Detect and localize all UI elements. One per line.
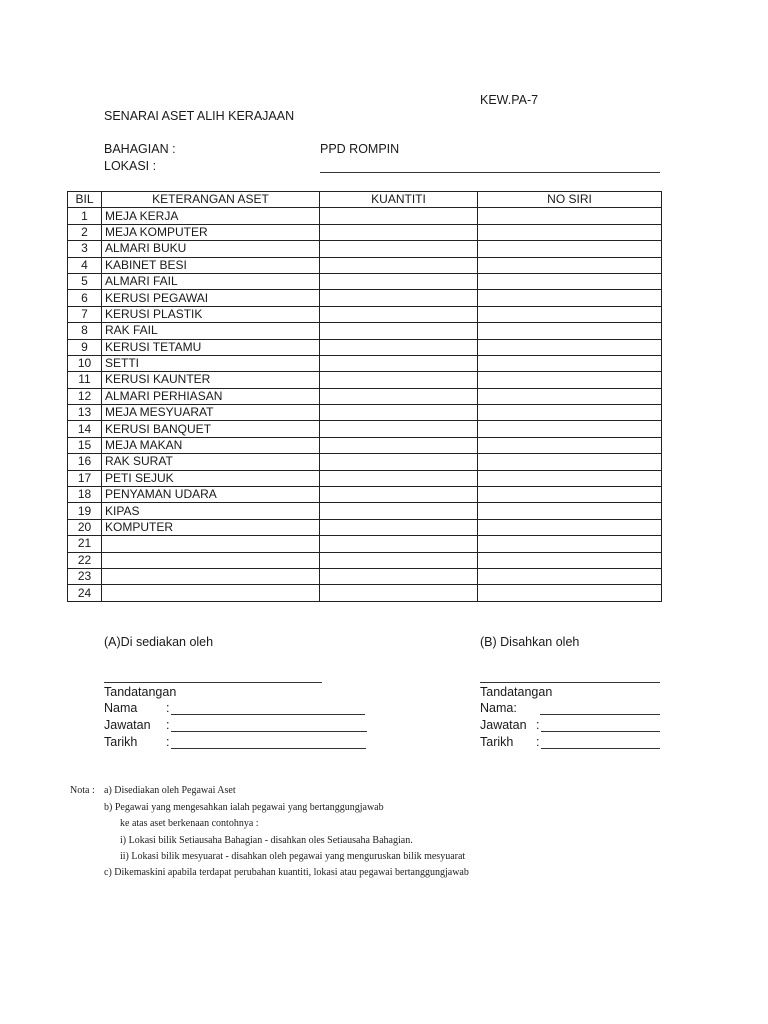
- section-a-nama-line: [171, 714, 365, 715]
- notes-label: Nota :: [70, 785, 95, 796]
- row-bil: 24: [68, 585, 102, 601]
- row-kuantiti: [320, 487, 478, 503]
- table-row: [68, 405, 662, 421]
- row-keterangan: SETTI: [102, 355, 320, 371]
- table-row: [68, 355, 662, 371]
- row-bil: 3: [68, 241, 102, 257]
- row-bil: 23: [68, 568, 102, 584]
- section-b-jawatan-line: [541, 731, 660, 732]
- row-keterangan: MEJA MAKAN: [102, 437, 320, 453]
- lokasi-label: LOKASI :: [104, 159, 157, 173]
- row-kuantiti: [320, 585, 478, 601]
- section-a-signature-line: [104, 682, 322, 683]
- asset-table: [67, 191, 662, 602]
- table-row: [68, 519, 662, 535]
- row-no-siri: [478, 339, 662, 355]
- row-bil: 2: [68, 224, 102, 240]
- row-keterangan: ALMARI BUKU: [102, 241, 320, 257]
- row-no-siri: [478, 241, 662, 257]
- row-kuantiti: [320, 470, 478, 486]
- section-a-signature-label: Tandatangan: [104, 685, 177, 699]
- row-keterangan: KERUSI KAUNTER: [102, 372, 320, 388]
- row-kuantiti: [320, 405, 478, 421]
- row-no-siri: [478, 273, 662, 289]
- row-keterangan: [102, 536, 320, 552]
- section-b-tarikh-line: [541, 748, 660, 749]
- row-no-siri: [478, 437, 662, 453]
- row-bil: 12: [68, 388, 102, 404]
- row-no-siri: [478, 388, 662, 404]
- note-b: b) Pegawai yang mengesahkan ialah pegawai yang bertanggungjawab: [104, 802, 384, 813]
- row-bil: 15: [68, 437, 102, 453]
- row-no-siri: [478, 487, 662, 503]
- section-b-jawatan-colon: :: [536, 718, 540, 732]
- section-b-signature-label: Tandatangan: [480, 685, 553, 699]
- row-keterangan: KERUSI PEGAWAI: [102, 290, 320, 306]
- row-keterangan: PENYAMAN UDARA: [102, 487, 320, 503]
- table-row: [68, 241, 662, 257]
- row-bil: 6: [68, 290, 102, 306]
- row-kuantiti: [320, 290, 478, 306]
- row-kuantiti: [320, 372, 478, 388]
- row-no-siri: [478, 405, 662, 421]
- form-code: KEW.PA-7: [480, 93, 539, 107]
- row-bil: 18: [68, 487, 102, 503]
- row-keterangan: ALMARI PERHIASAN: [102, 388, 320, 404]
- header-keterangan: KETERANGAN ASET: [102, 192, 320, 208]
- note-b-continued: ke atas aset berkenaan contohnya :: [120, 818, 259, 829]
- row-no-siri: [478, 421, 662, 437]
- row-kuantiti: [320, 552, 478, 568]
- table-row: [68, 536, 662, 552]
- row-bil: 13: [68, 405, 102, 421]
- row-kuantiti: [320, 241, 478, 257]
- row-keterangan: RAK FAIL: [102, 323, 320, 339]
- row-no-siri: [478, 503, 662, 519]
- row-bil: 22: [68, 552, 102, 568]
- row-no-siri: [478, 454, 662, 470]
- row-bil: 19: [68, 503, 102, 519]
- table-row: [68, 273, 662, 289]
- row-keterangan: KOMPUTER: [102, 519, 320, 535]
- row-kuantiti: [320, 536, 478, 552]
- note-b-ii: ii) Lokasi bilik mesyuarat - disahkan oleh pegawai yang menguruskan bilik mesyuarat: [120, 851, 466, 862]
- row-kuantiti: [320, 323, 478, 339]
- row-keterangan: MEJA MESYUARAT: [102, 405, 320, 421]
- section-a-heading: (A)Di sediakan oleh: [104, 635, 214, 649]
- section-b-tarikh-label: Tarikh: [480, 735, 514, 749]
- note-a: a) Disediakan oleh Pegawai Aset: [104, 785, 236, 796]
- row-bil: 8: [68, 323, 102, 339]
- table-row: [68, 503, 662, 519]
- row-kuantiti: [320, 503, 478, 519]
- section-b-jawatan-label: Jawatan: [480, 718, 527, 732]
- table-row: [68, 339, 662, 355]
- row-keterangan: KERUSI BANQUET: [102, 421, 320, 437]
- row-keterangan: RAK SURAT: [102, 454, 320, 470]
- row-no-siri: [478, 585, 662, 601]
- row-kuantiti: [320, 306, 478, 322]
- section-b-heading: (B) Disahkan oleh: [480, 635, 580, 649]
- table-row: [68, 388, 662, 404]
- row-no-siri: [478, 290, 662, 306]
- row-kuantiti: [320, 388, 478, 404]
- note-b-i: i) Lokasi bilik Setiausaha Bahagian - disahkan oles Setiausaha Bahagian.: [120, 835, 413, 846]
- section-b-tarikh-colon: :: [536, 735, 540, 749]
- table-row: [68, 437, 662, 453]
- row-no-siri: [478, 536, 662, 552]
- row-no-siri: [478, 355, 662, 371]
- section-a-nama-colon: :: [166, 701, 170, 715]
- row-no-siri: [478, 208, 662, 224]
- table-header-row: [68, 192, 662, 208]
- row-kuantiti: [320, 224, 478, 240]
- row-kuantiti: [320, 568, 478, 584]
- row-kuantiti: [320, 421, 478, 437]
- row-no-siri: [478, 470, 662, 486]
- row-kuantiti: [320, 257, 478, 273]
- section-a-jawatan-line: [171, 731, 367, 732]
- row-no-siri: [478, 519, 662, 535]
- row-keterangan: MEJA KERJA: [102, 208, 320, 224]
- table-row: [68, 421, 662, 437]
- row-no-siri: [478, 257, 662, 273]
- header-kuantiti: KUANTITI: [320, 192, 478, 208]
- header-no-siri: NO SIRI: [478, 192, 662, 208]
- page-title: SENARAI ASET ALIH KERAJAAN: [104, 109, 295, 123]
- row-bil: 16: [68, 454, 102, 470]
- table-row: [68, 306, 662, 322]
- section-b-nama-label: Nama:: [480, 701, 517, 715]
- bahagian-value: PPD ROMPIN: [320, 142, 400, 156]
- row-keterangan: [102, 568, 320, 584]
- lokasi-line: [320, 172, 660, 173]
- table-row: [68, 487, 662, 503]
- row-keterangan: MEJA KOMPUTER: [102, 224, 320, 240]
- row-keterangan: KIPAS: [102, 503, 320, 519]
- row-no-siri: [478, 323, 662, 339]
- bahagian-label: BAHAGIAN :: [104, 142, 176, 156]
- row-bil: 7: [68, 306, 102, 322]
- section-a-nama-label: Nama: [104, 701, 138, 715]
- row-kuantiti: [320, 454, 478, 470]
- row-no-siri: [478, 372, 662, 388]
- row-no-siri: [478, 568, 662, 584]
- row-no-siri: [478, 552, 662, 568]
- row-kuantiti: [320, 355, 478, 371]
- table-row: [68, 257, 662, 273]
- table-row: [68, 323, 662, 339]
- section-a-tarikh-line: [171, 748, 366, 749]
- table-row: [68, 290, 662, 306]
- table-row: [68, 454, 662, 470]
- row-bil: 4: [68, 257, 102, 273]
- row-bil: 20: [68, 519, 102, 535]
- row-kuantiti: [320, 339, 478, 355]
- row-bil: 1: [68, 208, 102, 224]
- row-kuantiti: [320, 519, 478, 535]
- row-bil: 9: [68, 339, 102, 355]
- row-keterangan: [102, 585, 320, 601]
- row-bil: 5: [68, 273, 102, 289]
- row-bil: 17: [68, 470, 102, 486]
- section-b-nama-line: [540, 714, 660, 715]
- section-a-jawatan-label: Jawatan: [104, 718, 151, 732]
- note-c: c) Dikemaskini apabila terdapat perubahan kuantiti, lokasi atau pegawai bertanggungjawab: [104, 867, 469, 878]
- table-row: [68, 224, 662, 240]
- table-row: [68, 470, 662, 486]
- row-bil: 10: [68, 355, 102, 371]
- row-kuantiti: [320, 208, 478, 224]
- row-keterangan: [102, 552, 320, 568]
- section-a-tarikh-colon: :: [166, 735, 170, 749]
- section-a-tarikh-label: Tarikh: [104, 735, 138, 749]
- row-keterangan: KERUSI TETAMU: [102, 339, 320, 355]
- table-row: [68, 208, 662, 224]
- section-b-signature-line: [480, 682, 660, 683]
- table-row: [68, 568, 662, 584]
- row-bil: 14: [68, 421, 102, 437]
- row-keterangan: KERUSI PLASTIK: [102, 306, 320, 322]
- row-no-siri: [478, 224, 662, 240]
- row-bil: 11: [68, 372, 102, 388]
- table-row: [68, 552, 662, 568]
- table-row: [68, 585, 662, 601]
- table-row: [68, 372, 662, 388]
- row-keterangan: PETI SEJUK: [102, 470, 320, 486]
- header-bil: BIL: [68, 192, 102, 208]
- row-no-siri: [478, 306, 662, 322]
- row-kuantiti: [320, 437, 478, 453]
- row-kuantiti: [320, 273, 478, 289]
- row-keterangan: KABINET BESI: [102, 257, 320, 273]
- row-keterangan: ALMARI FAIL: [102, 273, 320, 289]
- row-bil: 21: [68, 536, 102, 552]
- section-a-jawatan-colon: :: [166, 718, 170, 732]
